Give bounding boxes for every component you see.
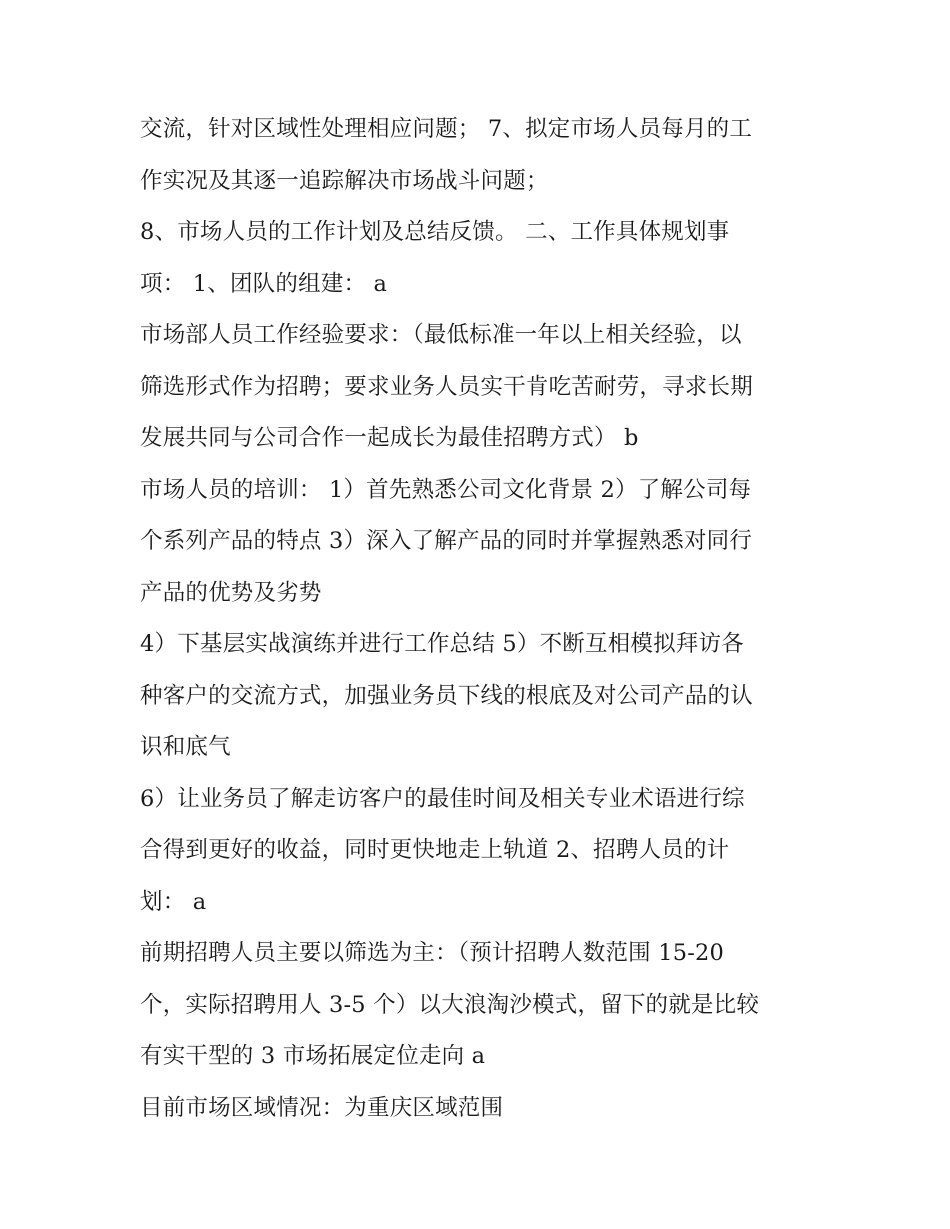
- text-line: 交流，针对区域性处理相应问题； 7、拟定市场人员每月的工: [140, 116, 753, 142]
- text-line: 项： 1、团队的组建： a: [140, 270, 388, 297]
- text-line: 个系列产品的特点 3）深入了解产品的同时并掌握熟悉对同行: [140, 528, 753, 554]
- text-line: 有实干型的 3 市场拓展定位走向 a: [140, 1043, 486, 1069]
- text-line: 识和底气: [140, 734, 231, 760]
- text-line: 8、市场人员的工作计划及总结反馈。 二、工作具体规划事: [140, 219, 730, 245]
- text-line: 作实况及其逐一追踪解决市场战斗问题；: [140, 167, 549, 194]
- text-line: 4）下基层实战演练并进行工作总结 5）不断互相模拟拜访各: [140, 631, 744, 657]
- text-line: 6）让业务员了解走访客户的最佳时间及相关专业术语进行综: [140, 785, 745, 812]
- text-line: 前期招聘人员主要以筛选为主：（预计招聘人数范围 15-20: [140, 940, 725, 966]
- text-line: 个，实际招聘用人 3-5 个）以大浪淘沙模式，留下的就是比较: [140, 991, 760, 1018]
- text-line: 目前市场区域情况：为重庆区域范围: [140, 1094, 504, 1121]
- text-line: 市场人员的培训： 1）首先熟悉公司文化背景 2）了解公司每: [140, 476, 752, 503]
- text-line: 种客户的交流方式，加强业务员下线的根底及对公司产品的认: [140, 682, 753, 709]
- document-body: [140, 104, 830, 1134]
- text-line: 合得到更好的收益，同时更快地走上轨道 2、招聘人员的计: [140, 837, 730, 863]
- text-line: 筛选形式作为招聘；要求业务人员实干肯吃苦耐劳，寻求长期: [140, 373, 753, 400]
- text-line: 划： a: [140, 888, 207, 915]
- text-line: 市场部人员工作经验要求：（最低标准一年以上相关经验，以: [140, 322, 742, 348]
- text-line: 发展共同与公司合作一起成长为最佳招聘方式） b: [140, 425, 639, 451]
- text-line: 产品的优势及劣势: [140, 579, 322, 606]
